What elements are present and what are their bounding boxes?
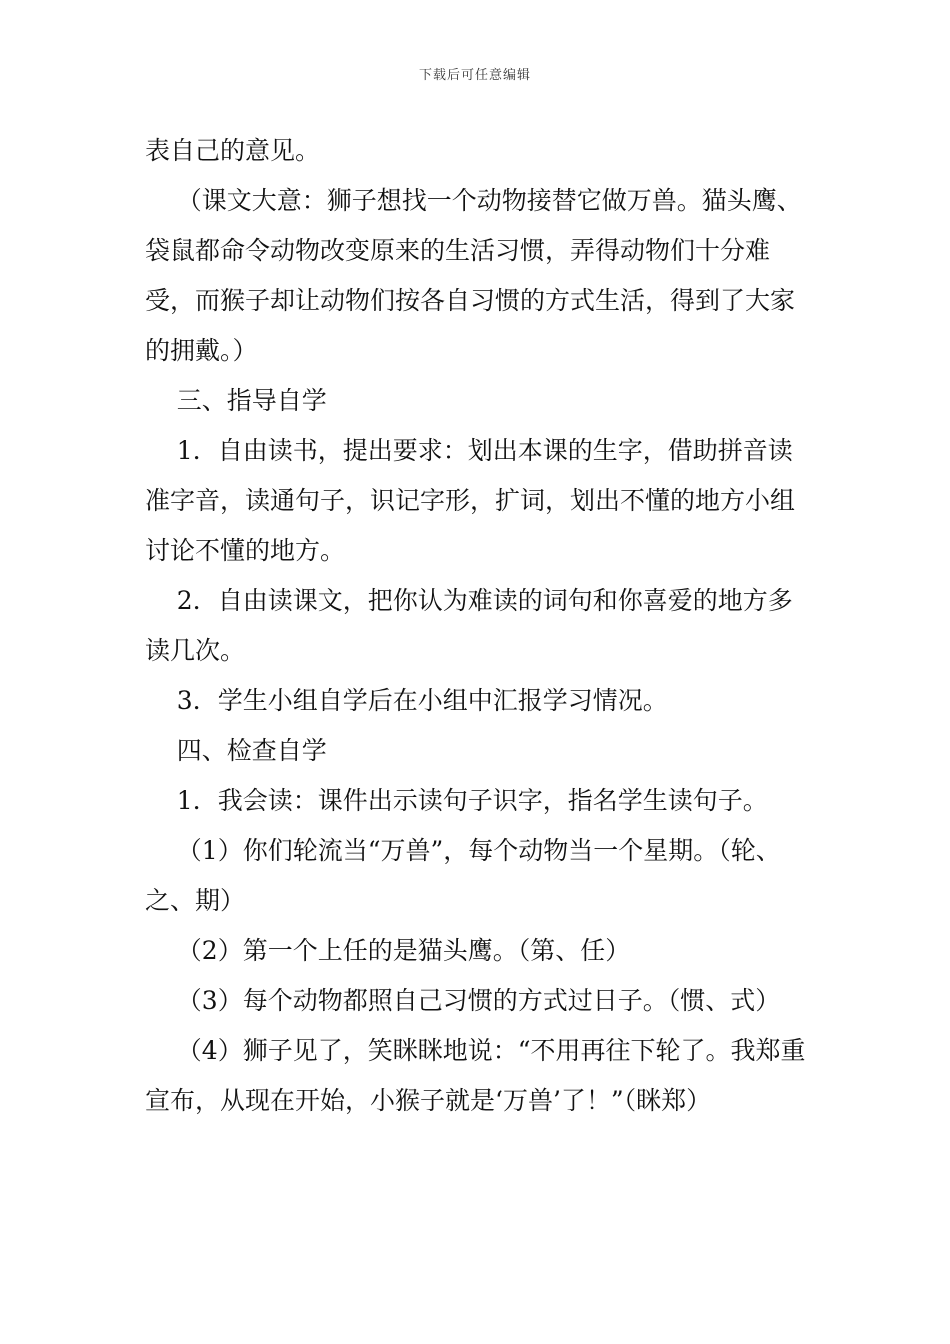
paragraph-continuation: 表自己的意见。	[145, 136, 321, 165]
paragraph-lesson-summary: （课文大意：狮子想找一个动物接替它做万兽。猫头鹰、袋鼠都命令动物改变原来的生活习惯，弄得动物们十分难受，而猴子却让动物们按各自习惯的方式生活，得到了大家的拥戴。）	[145, 186, 802, 365]
paragraph-sentence-2: （2）第一个上任的是猫头鹰。（第、任）	[145, 936, 631, 965]
paragraph-sentence-1: （1）你们轮流当“万兽”，每个动物当一个星期。（轮、之、期）	[145, 836, 781, 915]
section-heading-guided-self-study: 三、指导自学	[145, 386, 327, 415]
paragraph-sentence-4: （4）狮子见了，笑眯眯地说：“不用再往下轮了。我郑重宣布，从现在开始，小猴子就是‘万兽’了！”（眯郑）	[145, 1036, 806, 1115]
page-header: 下载后可任意编辑	[418, 68, 531, 83]
paragraph-reading-task: 1．我会读：课件出示读句子识字，指名学生读句子。	[145, 786, 768, 815]
paragraph-sentence-3: （3）每个动物都照自己习惯的方式过日子。（惯、式）	[145, 986, 781, 1015]
document-body	[145, 126, 809, 1126]
paragraph-step-2: 2．自由读课文，把你认为难读的词句和你喜爱的地方多读几次。	[145, 586, 793, 665]
section-heading-check-self-study: 四、检查自学	[145, 736, 327, 765]
paragraph-step-3: 3．学生小组自学后在小组中汇报学习情况。	[145, 686, 668, 715]
paragraph-step-1: 1．自由读书，提出要求：划出本课的生字，借助拼音读准字音，读通句子，识记字形，扩词，划出不懂的地方小组讨论不懂的地方。	[145, 436, 796, 565]
